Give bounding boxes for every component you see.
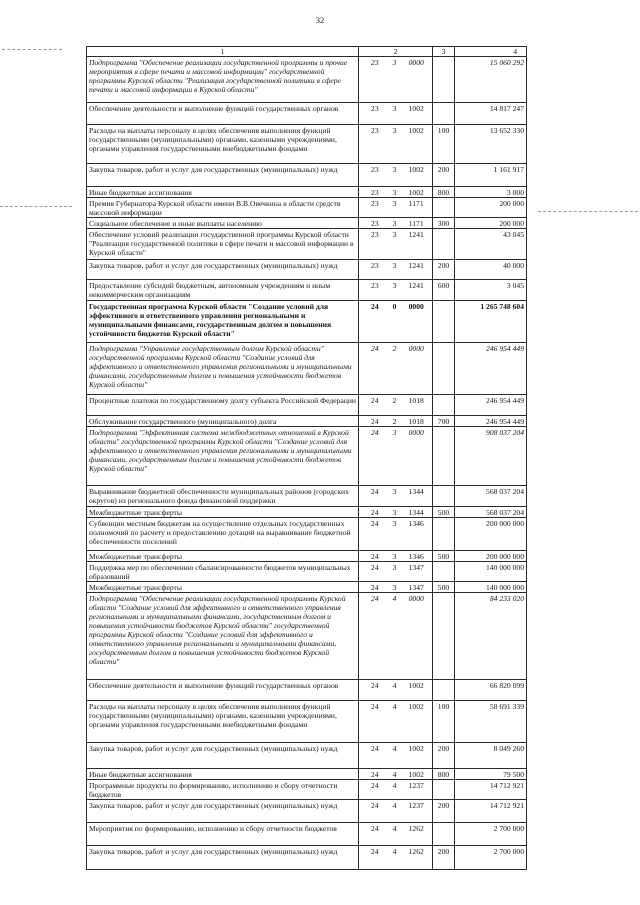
subprogram-code: 3 [392,219,397,228]
subprogram-code: 3 [392,199,397,208]
expense-type-code: 200 [433,800,455,823]
row-title: Закупка товаров, работ и услуг для государственных (муниципальных) нужд [87,846,359,870]
scan-mark [0,206,72,207]
page-number: 32 [315,15,325,25]
table-row [87,846,527,870]
program-code: 24 [371,781,379,790]
amount: 568 037 204 [455,486,527,507]
code-cell [359,701,433,743]
direction-code: 0000 [408,594,424,603]
row-title: Межбюджетные трансферты [87,551,359,562]
amount: 2 700 000 [455,846,527,870]
expense-type-code: 200 [433,164,455,187]
direction-code: 1002 [408,702,424,711]
code-cell [359,680,433,701]
code-cell [359,518,433,551]
program-code: 23 [371,199,379,208]
table-row [87,57,527,103]
subprogram-code: 4 [392,702,397,711]
subprogram-code: 3 [392,58,397,67]
expense-type-code [433,395,455,416]
amount: 568 037 204 [455,507,527,518]
direction-code: 0000 [408,58,424,67]
code-cell [359,486,433,507]
table-row [87,551,527,562]
table-row [87,427,527,486]
program-code: 24 [371,847,379,856]
program-code: 23 [371,126,379,135]
direction-code: 1002 [408,165,424,174]
direction-code: 1344 [408,487,424,496]
scan-mark [538,211,638,212]
row-title: Иные бюджетные ассигнования [87,187,359,198]
amount: 200 000 000 [455,518,527,551]
expense-type-code: 800 [433,187,455,198]
amount: 1 161 917 [455,164,527,187]
direction-code: 0000 [408,302,424,311]
amount: 200 000 000 [455,551,527,562]
table-row [87,486,527,507]
code-cell [359,164,433,187]
direction-code: 1237 [408,781,424,790]
code-cell [359,198,433,218]
program-code: 24 [371,396,379,405]
program-code: 23 [371,230,379,239]
table-row [87,780,527,800]
direction-code: 1347 [408,563,424,572]
amount: 58 691 339 [455,701,527,743]
subprogram-code: 3 [392,508,397,517]
direction-code: 1002 [408,744,424,753]
code-cell [359,800,433,823]
program-code: 24 [371,344,379,353]
code-cell [359,280,433,301]
code-cell [359,582,433,593]
program-code: 24 [371,302,379,311]
row-title: Обслуживание государственного (муниципального) долга [87,416,359,427]
amount: 13 652 330 [455,125,527,164]
table-row [87,823,527,846]
expense-type-code [433,198,455,218]
direction-code: 1018 [408,417,424,426]
scan-mark [2,49,62,50]
row-title: Закупка товаров, работ и услуг для государственных (муниципальных) нужд [87,164,359,187]
direction-code: 1002 [408,188,424,197]
expense-type-code [433,229,455,260]
program-code: 23 [371,281,379,290]
program-code: 24 [371,417,379,426]
direction-code: 1002 [408,126,424,135]
expense-type-code: 500 [433,507,455,518]
program-code: 24 [371,594,379,603]
table-row [87,103,527,125]
table-row [87,680,527,701]
subprogram-code: 3 [392,261,397,270]
subprogram-code: 3 [392,126,397,135]
amount: 246 954 449 [455,343,527,395]
program-code: 24 [371,487,379,496]
amount: 8 049 260 [455,743,527,769]
subprogram-code: 3 [392,188,397,197]
program-code: 23 [371,104,379,113]
table-row [87,343,527,395]
subprogram-code: 4 [392,824,397,833]
amount: 200 000 [455,218,527,229]
amount: 3 000 [455,187,527,198]
budget-table [86,46,527,870]
program-code: 23 [371,58,379,67]
header-col-2: 2 [359,47,433,57]
row-title: Поддержка мер по обеспечению сбалансированности бюджетов муниципальных образований [87,562,359,582]
amount: 84 233 020 [455,593,527,680]
subprogram-code: 2 [392,344,397,353]
table-row [87,416,527,427]
program-code: 23 [371,188,379,197]
expense-type-code: 100 [433,125,455,164]
table-row [87,769,527,780]
row-title: Подпрограмма "Эффективная система межбюджетных отношений в Курской области" государственной программы Курской области "Создание условий для эффективного и ответственного управления региональными и муниципальными финансами, государственным долгом и повышения устойчивости бюджетов Курской области" [87,427,359,486]
row-title: Выравнивание бюджетной обеспеченности муниципальных районов (городских округов) из регионального фонда финансовой поддержки [87,486,359,507]
direction-code: 1171 [408,199,424,208]
row-title: Закупка товаров, работ и услуг для государственных (муниципальных) нужд [87,800,359,823]
table-row [87,218,527,229]
program-code: 24 [371,428,379,437]
amount: 15 060 292 [455,57,527,103]
expense-type-code: 200 [433,260,455,280]
subprogram-code: 4 [392,770,397,779]
amount: 40 000 [455,260,527,280]
table-row [87,301,527,343]
amount: 66 820 099 [455,680,527,701]
expense-type-code [433,518,455,551]
row-title: Межбюджетные трансферты [87,507,359,518]
expense-type-code: 600 [433,280,455,301]
code-cell [359,57,433,103]
expense-type-code: 700 [433,416,455,427]
table-row [87,743,527,769]
amount: 3 045 [455,280,527,301]
direction-code: 1171 [408,219,424,228]
expense-type-code: 200 [433,846,455,870]
expense-type-code [433,343,455,395]
direction-code: 1002 [408,681,424,690]
subprogram-code: 3 [392,230,397,239]
row-title: Обеспечение деятельности и выполнение функций государственных органов [87,680,359,701]
program-code: 24 [371,681,379,690]
amount: 14 712 921 [455,800,527,823]
row-title: Премия Губернатора Курской области имени В.В.Овечкина в области средств массовой информации [87,198,359,218]
code-cell [359,187,433,198]
expense-type-code [433,593,455,680]
table-row [87,593,527,680]
amount: 43 045 [455,229,527,260]
header-col-4: 4 [455,47,527,57]
row-title: Подпрограмма "Обеспечение реализации государственной программы и прочие мероприятия в сфере печати и массовой информации" государственной программы Курской области "Реализация государственной политики в сфере печати и массовой информации в Курской области" [87,57,359,103]
amount: 246 954 449 [455,395,527,416]
program-code: 24 [371,770,379,779]
subprogram-code: 4 [392,847,397,856]
subprogram-code: 4 [392,594,397,603]
row-title: Подпрограмма "Управление государственным долгом Курской области" государственной программы Курской области "Создание условий для эффективного и ответственного управления региональными и муниципальными финансами, государственным долгом и повышения устойчивости бюджетов Курской области" [87,343,359,395]
expense-type-code [433,103,455,125]
subprogram-code: 3 [392,104,397,113]
code-cell [359,260,433,280]
table-row [87,582,527,593]
subprogram-code: 4 [392,781,397,790]
amount: 14 817 247 [455,103,527,125]
direction-code: 1346 [408,552,424,561]
amount: 140 000 000 [455,582,527,593]
table-row [87,125,527,164]
code-cell [359,743,433,769]
subprogram-code: 3 [392,487,397,496]
subprogram-code: 3 [392,165,397,174]
subprogram-code: 4 [392,744,397,753]
subprogram-code: 3 [392,552,397,561]
program-code: 24 [371,552,379,561]
expense-type-code [433,57,455,103]
code-cell [359,562,433,582]
row-title: Предоставление субсидий бюджетным, автономным учреждениям и иным некоммерческим организациям [87,280,359,301]
row-title: Расходы на выплаты персоналу в целях обеспечения выполнения функций государственными (муниципальными) органами, казенными учреждениями, органами управления государственными внебюджетными фондами [87,701,359,743]
header-row [87,47,527,57]
program-code: 24 [371,583,379,592]
header-col-3: 3 [433,47,455,57]
program-code: 24 [371,801,379,810]
direction-code: 1346 [408,519,424,528]
code-cell [359,551,433,562]
subprogram-code: 4 [392,801,397,810]
row-title: Субвенции местным бюджетам на осуществление отдельных государственных полномочий по расчету и предоставлению дотаций на выравнивание бюджетной обеспеченности поселений [87,518,359,551]
code-cell [359,427,433,486]
row-title: Межбюджетные трансферты [87,582,359,593]
subprogram-code: 2 [392,417,397,426]
row-title: Социальное обеспечение и иные выплаты населению [87,218,359,229]
header-col-1: 1 [87,47,359,57]
direction-code: 1241 [408,281,424,290]
table-row [87,280,527,301]
code-cell [359,780,433,800]
program-code: 24 [371,824,379,833]
subprogram-code: 3 [392,281,397,290]
program-code: 23 [371,219,379,228]
table-row [87,229,527,260]
row-title: Мероприятия по формированию, исполнению и сбору отчетности бюджетов [87,823,359,846]
program-code: 23 [371,165,379,174]
direction-code: 1344 [408,508,424,517]
program-code: 24 [371,744,379,753]
program-code: 24 [371,702,379,711]
program-code: 24 [371,563,379,572]
direction-code: 1018 [408,396,424,405]
code-cell [359,395,433,416]
expense-type-code: 100 [433,701,455,743]
expense-type-code: 800 [433,769,455,780]
code-cell [359,769,433,780]
expense-type-code: 500 [433,582,455,593]
code-cell [359,229,433,260]
subprogram-code: 4 [392,681,397,690]
direction-code: 1347 [408,583,424,592]
subprogram-code: 3 [392,583,397,592]
table-row [87,518,527,551]
direction-code: 1002 [408,770,424,779]
row-title: Обеспечение условий реализации государственной программы Курской области "Реализация государственной политики в сфере печати и массовой информации в Курской области" [87,229,359,260]
table-row [87,260,527,280]
amount: 908 037 204 [455,427,527,486]
row-title: Программные продукты по формированию, исполнению и сбору отчетности бюджетов [87,780,359,800]
program-code: 23 [371,261,379,270]
code-cell [359,218,433,229]
amount: 140 000 000 [455,562,527,582]
code-cell [359,301,433,343]
expense-type-code [433,780,455,800]
row-title: Расходы на выплаты персоналу в целях обеспечения выполнения функций государственными (муниципальными) органами, казенными учреждениями, органами управления государственными внебюджетными фондами [87,125,359,164]
subprogram-code: 2 [392,396,397,405]
expense-type-code: 200 [433,743,455,769]
table-row [87,395,527,416]
row-title: Государственная программа Курской области "Создание условий для эффективного и ответственного управления региональными и муниципальными финансами, государственным долгом и повышения устойчивости бюджетов Курской области" [87,301,359,343]
row-title: Подпрограмма "Обеспечение реализации государственной программы Курской области "Создание условий для эффективного и ответственного управления региональными и муниципальными финансами, государственным долгом и повышения устойчивости бюджетов Курской области" государственной программы Курской области "Создание условий для эффективного и ответственного управления региональными и муниципальными финансами, государственным долгом и повышения устойчивости бюджетов Курской области" [87,593,359,680]
table-row [87,164,527,187]
code-cell [359,593,433,680]
expense-type-code [433,301,455,343]
direction-code: 0000 [408,344,424,353]
direction-code: 1262 [408,847,424,856]
subprogram-code: 3 [392,519,397,528]
row-title: Закупка товаров, работ и услуг для государственных (муниципальных) нужд [87,260,359,280]
subprogram-code: 3 [392,428,397,437]
row-title: Закупка товаров, работ и услуг для государственных (муниципальных) нужд [87,743,359,769]
direction-code: 1241 [408,261,424,270]
expense-type-code [433,427,455,486]
expense-type-code [433,486,455,507]
code-cell [359,846,433,870]
amount: 1 265 748 604 [455,301,527,343]
row-title: Обеспечение деятельности и выполнение функций государственных органов [87,103,359,125]
program-code: 24 [371,519,379,528]
expense-type-code: 500 [433,551,455,562]
program-code: 24 [371,508,379,517]
table-row [87,800,527,823]
amount: 79 500 [455,769,527,780]
code-cell [359,125,433,164]
subprogram-code: 3 [392,563,397,572]
code-cell [359,103,433,125]
direction-code: 1237 [408,801,424,810]
table-row [87,507,527,518]
code-cell [359,507,433,518]
expense-type-code [433,680,455,701]
subprogram-code: 0 [392,302,397,311]
table-row [87,701,527,743]
code-cell [359,343,433,395]
expense-type-code: 300 [433,218,455,229]
direction-code: 1241 [408,230,424,239]
amount: 246 954 449 [455,416,527,427]
table-row [87,187,527,198]
expense-type-code [433,562,455,582]
code-cell [359,823,433,846]
direction-code: 0000 [408,428,424,437]
amount: 200 000 [455,198,527,218]
direction-code: 1002 [408,104,424,113]
expense-type-code [433,823,455,846]
row-title: Иные бюджетные ассигнования [87,769,359,780]
table-row [87,198,527,218]
amount: 14 712 921 [455,780,527,800]
code-cell [359,416,433,427]
row-title: Процентные платежи по государственному долгу субъекта Российской Федерации [87,395,359,416]
direction-code: 1262 [408,824,424,833]
amount: 2 700 000 [455,823,527,846]
table-row [87,562,527,582]
